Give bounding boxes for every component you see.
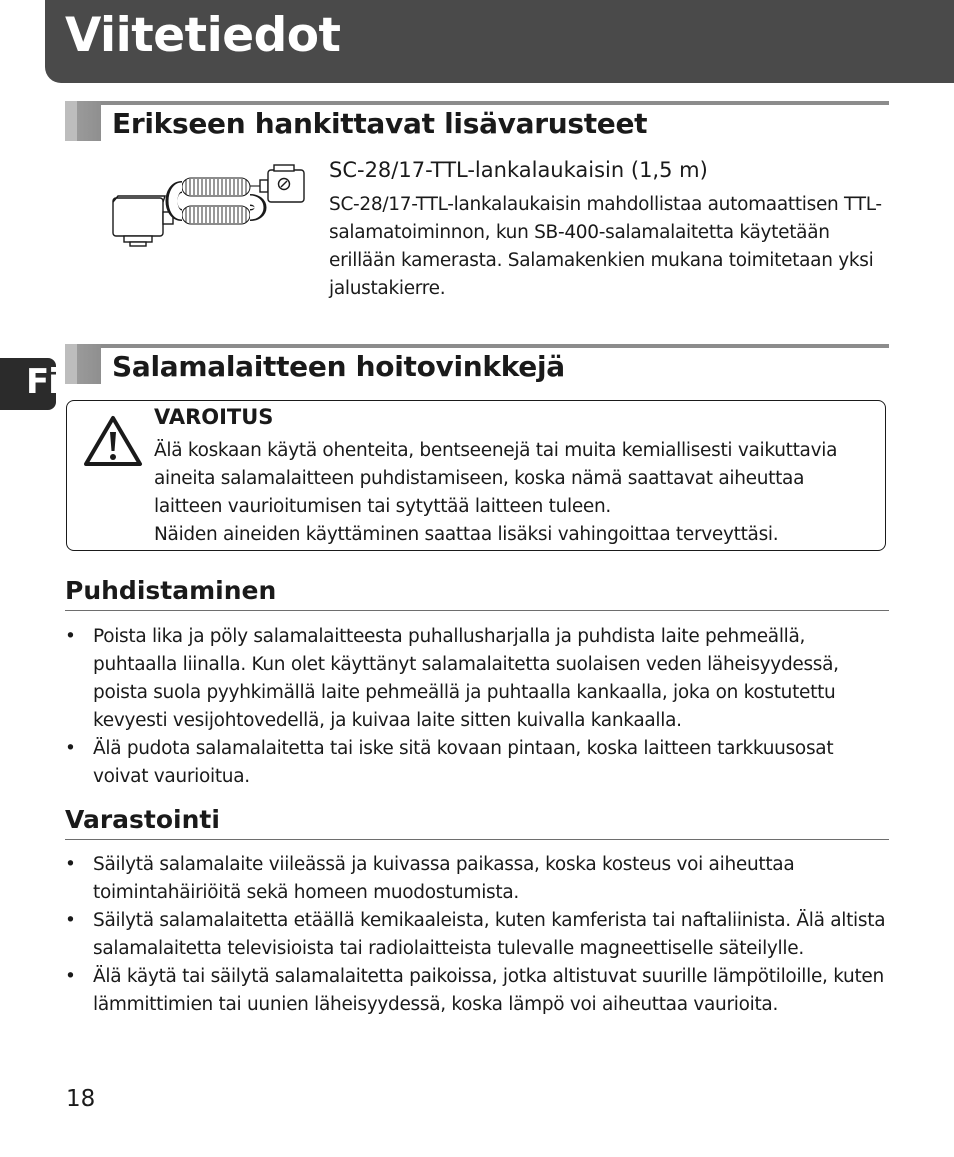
language-tab [0,358,59,410]
page-number: 18 [66,1086,96,1112]
list-item [65,623,893,735]
section-heading-care [65,344,889,384]
cleaning-list [65,623,893,791]
list-item-text: Säilytä salamalaitetta etäällä kemikaaleista, kuten kamferista tai naftaliinista. Älä altista salamalaitetta televisioista tai radiolaitteista tulevalle magneettiselle säteilylle. [93,910,886,959]
section-marker [65,101,101,141]
section-heading-accessories [65,101,889,141]
list-item [65,907,893,963]
section-rule [65,101,889,105]
warning-title: VAROITUS [154,405,274,429]
storage-list [65,851,893,1019]
page-title: Viitetiedot [65,8,341,63]
list-item [65,963,893,1019]
list-item-text: Säilytä salamalaite viileässä ja kuivassa paikassa, koska kosteus voi aiheuttaa toimintahäiriöitä sekä homeen muodostumista. [93,854,795,903]
bullet-icon: • [65,738,76,759]
bullet-icon: • [65,910,76,931]
product-name: SC-28/17-TTL-lankalaukaisin (1,5 m) [329,158,708,182]
warning-box [66,400,886,551]
bullet-icon: • [65,626,76,647]
language-tab-label: Fi [26,362,59,402]
section-title-care: Salamalaitteen hoitovinkkejä [112,350,565,383]
warning-triangle-icon [83,415,143,467]
warning-text-block [154,437,874,549]
subheading-storage-title: Varastointi [65,805,220,834]
remote-cord-illustration [110,162,310,254]
list-item-text: Älä käytä tai säilytä salamalaitetta paikoissa, jotka altistuvat suurille lämpötiloille, kuten lämmittimien tai uunien läheisyydessä, koska lämpö voi aiheuttaa vaurioita. [93,966,884,1015]
warning-note: Näiden aineiden käyttäminen saattaa lisäksi vahingoittaa terveyttäsi. [154,524,779,545]
subheading-storage [65,805,889,840]
product-description: SC-28/17-TTL-lankalaukaisin mahdollistaa automaattisen TTL-salamatoiminnon, kun SB-400-salamalaitetta käytetään erillään kamerasta. Salamakenkien mukana toimitetaan yksi jalustakierre. [329,194,882,299]
bullet-icon: • [65,966,76,987]
subheading-cleaning [65,576,889,611]
section-rule [65,344,889,348]
section-marker [65,344,101,384]
bullet-icon: • [65,854,76,875]
section-title-accessories: Erikseen hankittavat lisävarusteet [112,107,648,140]
page-header [45,0,954,83]
list-item [65,851,893,907]
list-item-text: Älä pudota salamalaitetta tai iske sitä kovaan pintaan, koska laitteen tarkkuusosat voivat vaurioitua. [93,738,834,787]
list-item [65,735,893,791]
subheading-cleaning-title: Puhdistaminen [65,576,277,605]
warning-text: Älä koskaan käytä ohenteita, bentseenejä tai muita kemiallisesti vaikuttavia aineita salamalaitteen puhdistamiseen, koska nämä saattavat aiheuttaa laitteen vaurioitumisen tai sytyttää laitteen tuleen. [154,440,838,517]
list-item-text: Poista lika ja pöly salamalaitteesta puhallusharjalla ja puhdista laite pehmeällä, puhtaalla liinalla. Kun olet käyttänyt salamalaitetta suolaisen veden läheisyydessä, poista suola pyyhkimällä laite pehmeällä ja puhtaalla kankaalla, joka on kostutettu kevyesti vesijohtovedellä, ja kuivaa laite sitten kuivalla kankaalla. [93,626,839,731]
